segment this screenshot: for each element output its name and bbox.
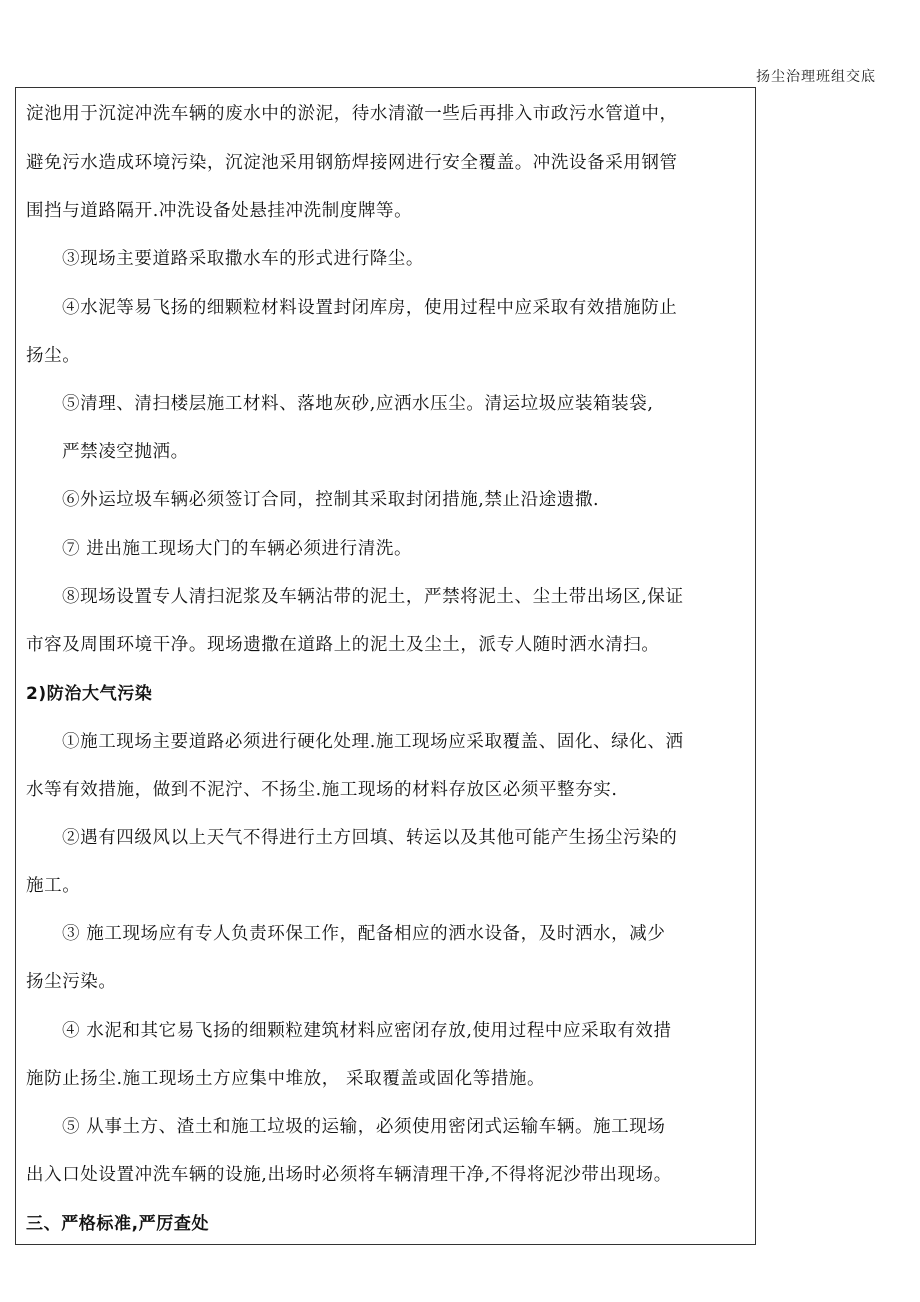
body-line: ⑤清理、清扫楼层施工材料、落地灰砂,应洒水压尘。清运垃圾应装箱装袋,	[62, 394, 654, 414]
body-line: 扬尘。	[26, 346, 81, 366]
body-line: 施工。	[26, 876, 81, 896]
body-line: 水等有效措施，做到不泥泞、不扬尘.施工现场的材料存放区必须平整夯实.	[26, 780, 618, 800]
body-line: ⑥外运垃圾车辆必须签订合同，控制其采取封闭措施,禁止沿途遗撒.	[62, 490, 600, 510]
body-line: ⑧现场设置专人清扫泥浆及车辆沾带的泥土，严禁将泥土、尘土带出场区,保证	[62, 587, 684, 607]
body-line: 避免污水造成环境污染，沉淀池采用钢筋焊接网进行安全覆盖。冲洗设备采用钢管	[26, 153, 678, 173]
body-line: ④ 水泥和其它易飞扬的细颗粒建筑材料应密闭存放,使用过程中应采取有效措	[62, 1021, 672, 1041]
body-line: 施防止扬尘.施工现场土方应集中堆放， 采取覆盖或固化等措施。	[26, 1069, 546, 1089]
body-line: ①施工现场主要道路必须进行硬化处理.施工现场应采取覆盖、固化、绿化、洒	[62, 732, 684, 752]
page-header-title: 扬尘治理班组交底	[756, 69, 876, 85]
body-line: ③ 施工现场应有专人负责环保工作，配备相应的洒水设备，及时洒水，减少	[62, 924, 666, 944]
body-line: 严禁凌空抛洒。	[62, 442, 189, 462]
body-line: 出入口处设置冲洗车辆的设施,出场时必须将车辆清理干净,不得将泥沙带出现场。	[26, 1165, 672, 1185]
body-line: ②遇有四级风以上天气不得进行土方回填、转运以及其他可能产生扬尘污染的	[62, 828, 678, 848]
body-line: 围挡与道路隔开.冲洗设备处悬挂冲洗制度牌等。	[26, 201, 413, 221]
body-line: 淀池用于沉淀冲洗车辆的废水中的淤泥，待水清澈一些后再排入市政污水管道中，	[26, 104, 678, 124]
body-line: ⑦ 进出施工现场大门的车辆必须进行清洗。	[62, 539, 413, 559]
document-body-box	[15, 87, 756, 1245]
body-line: 市容及周围环境干净。现场遗撒在道路上的泥土及尘土，派专人随时洒水清扫。	[26, 635, 660, 655]
body-line: ④水泥等易飞扬的细颗粒材料设置封闭库房，使用过程中应采取有效措施防止	[62, 298, 678, 318]
body-line: ③现场主要道路采取撒水车的形式进行降尘。	[62, 249, 424, 269]
section-heading: 2)防治大气污染	[26, 684, 153, 704]
body-line: 扬尘污染。	[26, 972, 117, 992]
body-line: ⑤ 从事土方、渣土和施工垃圾的运输，必须使用密闭式运输车辆。施工现场	[62, 1117, 666, 1137]
section-heading: 三、严格标准,严厉查处	[26, 1214, 210, 1234]
